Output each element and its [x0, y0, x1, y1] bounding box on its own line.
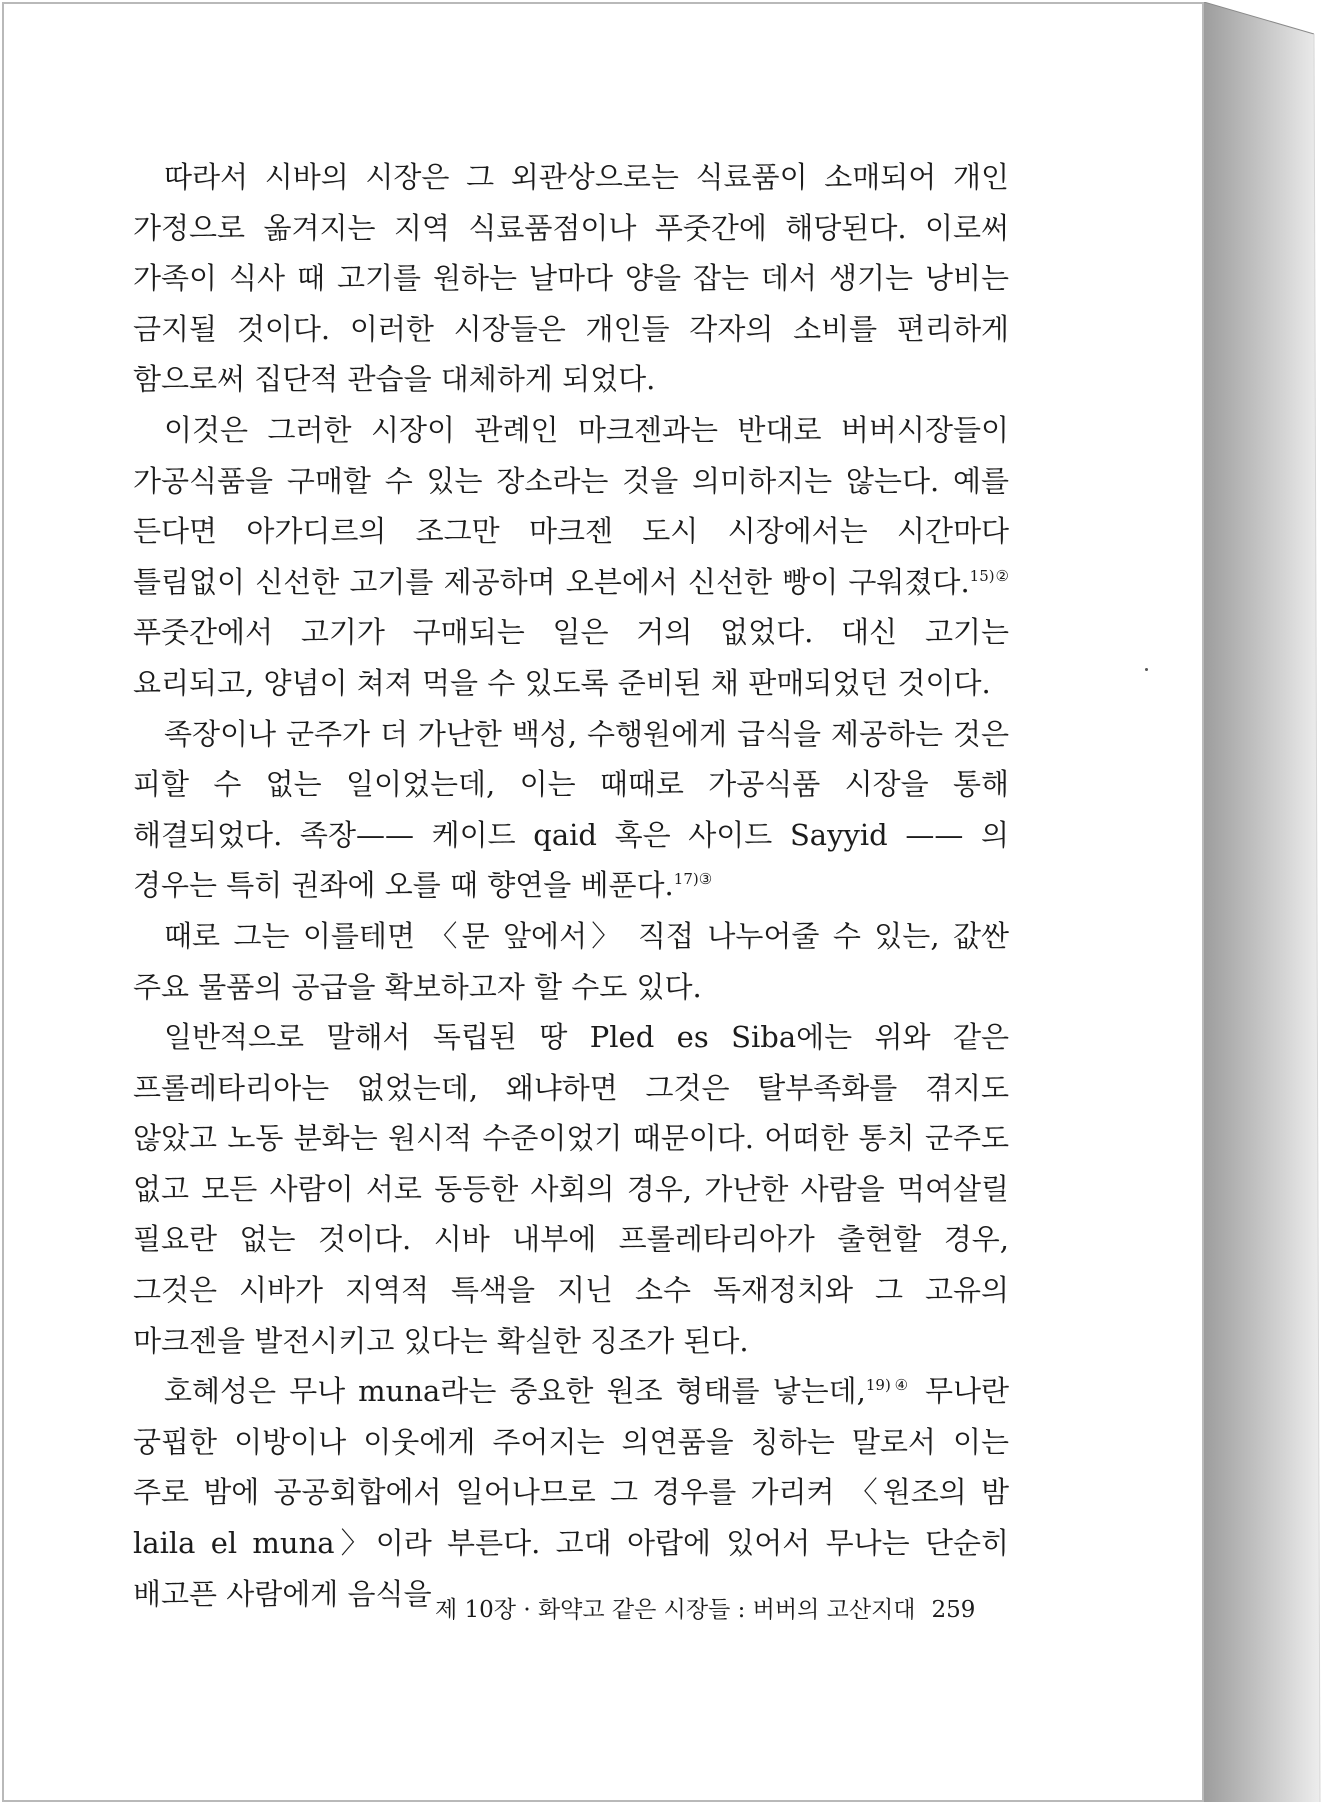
paragraph-6-text: 호혜성은 무나 muna라는 중요한 원조 형태를 낳는데,: [164, 1374, 866, 1409]
paragraph-4-text: 때로 그는 이를테면 〈문 앞에서〉 직접 나누어줄 수 있는, 값싼 주요 물품의 공급을 확보하고자 할 수도 있다.: [133, 918, 1009, 1004]
paragraph-3: [133, 709, 1009, 911]
paragraph-1-text: 따라서 시바의 시장은 그 외관상으로는 식료품이 소매되어 개인 가정으로 옮겨지는 지역 식료품점이나 푸줏간에 해당된다. 이로써 가족이 식사 때 고기를 원하는 날마다 양을 잡는 데서 생기는 낭비는 금지될 것이다. 이러한 시장들은 개인들 각자의 소비를 편리하게 함으로써 집단적 관습을 대체하게 되었다.: [133, 160, 1009, 397]
paragraph-3-text: 족장이나 군주가 더 가난한 백성, 수행원에게 급식을 제공하는 것은 피할 수 없는 일이었는데, 이는 때때로 가공식품 시장을 통해 해결되었다. 족장—— 케이드 qaid 혹은 사이드 Sayyid —— 의 경우는 특히 권좌에 오를 때 향연을 베푼다.: [133, 716, 1009, 903]
page-number: 259: [931, 1597, 976, 1623]
page-edge-graphic: [1204, 2, 1324, 1802]
margin-speck: [1145, 668, 1148, 671]
paragraph-6: [133, 1366, 1009, 1619]
paragraph-6-text-after: 무나란 궁핍한 이방이나 이웃에게 주어지는 의연품을 칭하는 말로서 이는 주로 밤에 공공회합에서 일어나므로 그 경우를 가리켜 〈원조의 밤 laila el muna〉이라 부른다. 고대 아랍에 있어서 무나는 단순히 배고픈 사람에게 음식을: [133, 1374, 1009, 1611]
paragraph-2: [133, 405, 1009, 709]
paragraph-5: [133, 1012, 1009, 1366]
paragraph-5-text: 일반적으로 말해서 독립된 땅 Pled es Siba에는 위와 같은 프롤레타리아는 없었는데, 왜냐하면 그것은 탈부족화를 겪지도 않았고 노동 분화는 원시적 수준이었기 때문이다. 어떠한 통치 군주도 없고 모든 사람이 서로 동등한 사회의 경우, 가난한 사람을 먹여살릴 필요란 없는 것이다. 시바 내부에 프롤레타리아가 출현할 경우, 그것은 시바가 지역적 특색을 지닌 소수 독재정치와 그 고유의 마크젠을 발전시키고 있다는 확실한 징조가 된다.: [133, 1020, 1009, 1358]
running-title: 제 10장 · 화약고 같은 시장들 : 버버의 고산지대: [435, 1597, 916, 1623]
paragraph-2-text: 이것은 그러한 시장이 관례인 마크젠과는 반대로 버버시장들이 가공식품을 구매할 수 있는 장소라는 것을 의미하지는 않는다. 예를 든다면 아가디르의 조그만 마크젠 도시 시장에서는 시간마다 틀림없이 신선한 고기를 제공하며 오븐에서 신선한 빵이 구워졌다.: [133, 412, 1009, 599]
footnote-marker-19: 19)④: [865, 1376, 912, 1395]
running-footer: [435, 1591, 995, 1624]
footnote-marker-17: 17)③: [673, 870, 713, 889]
paragraph-1: [133, 152, 1009, 405]
page-edge-shadow: [1204, 2, 1324, 1802]
footnote-marker-15: 15)②: [969, 566, 1009, 585]
paragraph-2-text-after: 푸줏간에서 고기가 구매되는 일은 거의 없었다. 대신 고기는 요리되고, 양념이 쳐져 먹을 수 있도록 준비된 채 판매되었던 것이다.: [133, 615, 1009, 700]
body-text: [133, 152, 1009, 1619]
paragraph-4: [133, 911, 1009, 1012]
